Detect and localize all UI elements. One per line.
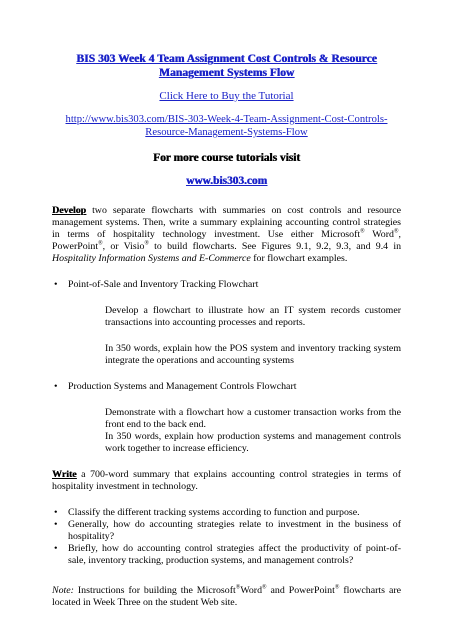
list-item: [52, 279, 401, 291]
list-item: [52, 381, 401, 393]
bullet-pos-label: Point-of-Sale and Inventory Tracking Flowchart: [68, 279, 259, 290]
bullet-icon: •: [54, 507, 58, 518]
tutorial-url-link[interactable]: http://www.bis303.com/BIS-303-Week-4-Team-Assignment-Cost-Controls-Resource-Management-Systems-Flow: [65, 114, 388, 138]
intro-paragraph: Develop two separate flowcharts with summaries on cost controls and resource management systems. Then, write a summary explaining accounting control strategies in terms of hospitality technology investment. Use either Microsoft® Word®, PowerPoint®, or Visio® to build flowcharts. See Figures 9.1, 9.2, 9.3, and 9.4 in Hospitality Information Systems and E-Commerce for flowchart examples.: [52, 205, 402, 264]
question-item: Classify the different tracking systems according to function and purpose.: [68, 507, 360, 518]
note-paragraph: Note: Instructions for building the Microsoft®Word® and PowerPoint® flowcharts are located in Week Three on the student Web site.: [52, 584, 401, 608]
prod-paragraph-2: In 350 words, explain how production systems and management controls work together to increase efficiency.: [105, 431, 401, 454]
list-item: [52, 519, 401, 543]
list-item: [52, 507, 401, 519]
write-paragraph: Write a 700-word summary that explains accounting control strategies in terms of hospitality investment in technology.: [52, 469, 401, 492]
pos-paragraph-2: In 350 words, explain how the POS system and inventory tracking system integrate the operations and accounting systems: [105, 343, 401, 366]
bullet-prod-label: Production Systems and Management Controls Flowchart: [68, 381, 297, 392]
bullet-icon: •: [54, 279, 58, 290]
question-item: Generally, how do accounting strategies relate to investment in the business of hospitality?: [68, 519, 401, 542]
write-lead: Write: [52, 469, 77, 480]
bullet-icon: •: [54, 543, 58, 554]
pos-paragraph-1: Develop a flowchart to illustrate how an IT system records customer transactions into accounting processes and reports.: [105, 305, 401, 328]
site-link[interactable]: www.bis303.com: [185, 175, 267, 187]
prod-paragraph-1: Demonstrate with a flowchart how a customer transaction works from the front end to the back end.: [105, 407, 401, 430]
note-label: Note:: [52, 585, 74, 596]
page-title: BIS 303 Week 4 Team Assignment Cost Controls & Resource Management Systems Flow: [76, 52, 377, 79]
develop-lead: Develop: [52, 205, 87, 216]
bullet-icon: •: [54, 519, 58, 530]
book-title: Hospitality Information Systems and E-Commerce: [52, 253, 251, 264]
list-item: [52, 543, 401, 567]
bullet-icon: •: [54, 381, 58, 392]
question-item: Briefly, how do accounting control strategies affect the productivity of point-of-sale, inventory tracking, production systems, and management controls?: [68, 543, 401, 566]
more-tutorials-label: For more course tutorials visit: [153, 152, 300, 164]
buy-tutorial-link[interactable]: Click Here to Buy the Tutorial: [159, 90, 294, 102]
